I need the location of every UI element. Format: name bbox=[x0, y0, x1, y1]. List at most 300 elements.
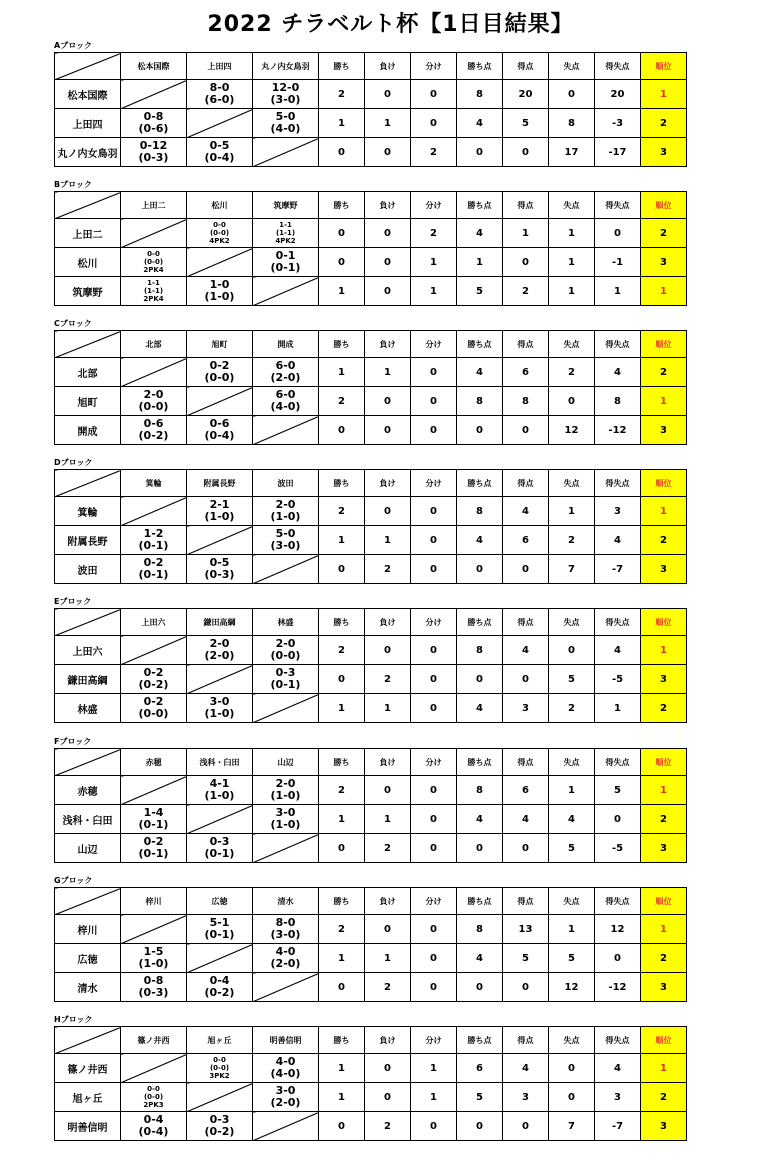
stat-value: 4 bbox=[457, 219, 503, 248]
cell-line: (0-2) bbox=[204, 1125, 235, 1138]
match-result bbox=[253, 1083, 319, 1112]
team-header: 北部 bbox=[121, 331, 187, 358]
cell-line: (0-1) bbox=[138, 818, 169, 831]
team-name: 箕輪 bbox=[55, 497, 121, 526]
cell-line: 0-5 bbox=[209, 139, 230, 152]
match-result bbox=[121, 665, 187, 694]
stat-value: 0 bbox=[411, 776, 457, 805]
match-result bbox=[253, 665, 319, 694]
cell-line: 2-0 bbox=[209, 637, 230, 650]
match-result bbox=[187, 555, 253, 584]
stat-header: 負け bbox=[365, 609, 411, 636]
match-result bbox=[121, 138, 187, 167]
rank-header: 順位 bbox=[641, 53, 687, 80]
rank-header: 順位 bbox=[641, 1027, 687, 1054]
stat-value: 1 bbox=[365, 109, 411, 138]
stat-value: 0 bbox=[411, 109, 457, 138]
stat-value: 7 bbox=[549, 555, 595, 584]
stat-header: 分け bbox=[411, 192, 457, 219]
stat-value: 0 bbox=[411, 636, 457, 665]
cell-line: 1-2 bbox=[143, 527, 164, 540]
rank-header: 順位 bbox=[641, 749, 687, 776]
block-table bbox=[54, 1026, 687, 1141]
cell-line: 2-1 bbox=[209, 498, 230, 511]
stat-header: 負け bbox=[365, 53, 411, 80]
cell-line: 0-8 bbox=[143, 110, 164, 123]
stat-value: 12 bbox=[549, 973, 595, 1002]
rank-header: 順位 bbox=[641, 331, 687, 358]
stat-value: 8 bbox=[595, 387, 641, 416]
cell-line: 0-2 bbox=[143, 666, 164, 679]
stat-header: 得点 bbox=[503, 749, 549, 776]
team-header: 旭ヶ丘 bbox=[187, 1027, 253, 1054]
stat-value: 1 bbox=[319, 1083, 365, 1112]
match-result bbox=[121, 416, 187, 445]
corner-cell bbox=[55, 749, 121, 776]
stat-value: 8 bbox=[457, 387, 503, 416]
stat-value: -7 bbox=[595, 1112, 641, 1141]
stat-header: 失点 bbox=[549, 1027, 595, 1054]
team-header: 広徳 bbox=[187, 888, 253, 915]
cell-line: 0-0 bbox=[147, 250, 160, 258]
cell-line: (0-0) bbox=[209, 1064, 230, 1072]
stat-value: 1 bbox=[549, 277, 595, 306]
match-result bbox=[253, 526, 319, 555]
team-name: 浅科・臼田 bbox=[55, 805, 121, 834]
stat-value: -12 bbox=[595, 416, 641, 445]
stat-value: 1 bbox=[319, 694, 365, 723]
cell-line: (3-0) bbox=[270, 928, 301, 941]
block-label: Gブロック bbox=[54, 876, 93, 885]
block-table bbox=[54, 52, 687, 167]
table-header-row bbox=[55, 888, 687, 915]
team-name: 開成 bbox=[55, 416, 121, 445]
match-result bbox=[253, 387, 319, 416]
stat-value: -5 bbox=[595, 665, 641, 694]
team-header: 波田 bbox=[253, 470, 319, 497]
cell-line: (4-0) bbox=[270, 400, 301, 413]
table-row bbox=[55, 915, 687, 944]
stat-value: 20 bbox=[595, 80, 641, 109]
team-name: 波田 bbox=[55, 555, 121, 584]
stat-value: 0 bbox=[457, 416, 503, 445]
stat-header: 得失点 bbox=[595, 609, 641, 636]
stat-value: 12 bbox=[549, 416, 595, 445]
team-name: 林盛 bbox=[55, 694, 121, 723]
stat-value: 2 bbox=[549, 694, 595, 723]
stat-header: 勝ち点 bbox=[457, 470, 503, 497]
stat-value: 0 bbox=[319, 248, 365, 277]
team-header: 旭町 bbox=[187, 331, 253, 358]
table-row bbox=[55, 776, 687, 805]
stat-value: 0 bbox=[411, 944, 457, 973]
stat-value: 0 bbox=[319, 665, 365, 694]
stat-value: 2 bbox=[411, 219, 457, 248]
stat-value: 0 bbox=[365, 138, 411, 167]
stat-value: 1 bbox=[365, 805, 411, 834]
stat-value: 4 bbox=[503, 497, 549, 526]
cell-line: 0-3 bbox=[275, 666, 296, 679]
stat-value: 0 bbox=[319, 138, 365, 167]
stat-value: 1 bbox=[503, 219, 549, 248]
block-table bbox=[54, 330, 687, 445]
stat-header: 勝ち点 bbox=[457, 609, 503, 636]
stat-value: 1 bbox=[549, 776, 595, 805]
stat-value: 1 bbox=[411, 277, 457, 306]
stat-value: 8 bbox=[457, 80, 503, 109]
cell-line: 0-0 bbox=[147, 1085, 160, 1093]
stat-value: 0 bbox=[411, 973, 457, 1002]
team-name: 梓川 bbox=[55, 915, 121, 944]
cell-line: 5-1 bbox=[209, 916, 230, 929]
stat-value: 8 bbox=[503, 387, 549, 416]
stat-value: 0 bbox=[549, 636, 595, 665]
stat-value: 0 bbox=[503, 665, 549, 694]
cell-line: 0-0 bbox=[213, 1056, 226, 1064]
stat-value: 0 bbox=[411, 80, 457, 109]
stat-header: 得失点 bbox=[595, 470, 641, 497]
cell-line: (0-1) bbox=[204, 847, 235, 860]
stat-header: 得失点 bbox=[595, 192, 641, 219]
stat-value: 0 bbox=[595, 805, 641, 834]
match-result bbox=[253, 80, 319, 109]
match-result bbox=[121, 973, 187, 1002]
stat-header: 得点 bbox=[503, 1027, 549, 1054]
cell-line: 2-0 bbox=[143, 388, 164, 401]
cell-line: 12-0 bbox=[271, 81, 300, 94]
team-name: 筑摩野 bbox=[55, 277, 121, 306]
cell-line: (0-1) bbox=[138, 539, 169, 552]
cell-line: (0-0) bbox=[209, 229, 230, 237]
self-match-cell bbox=[121, 915, 187, 944]
stat-value: 1 bbox=[595, 277, 641, 306]
cell-line: (0-2) bbox=[204, 986, 235, 999]
stat-value: 17 bbox=[549, 138, 595, 167]
rank-value: 1 bbox=[641, 497, 687, 526]
stat-value: 0 bbox=[503, 555, 549, 584]
table-row bbox=[55, 358, 687, 387]
rank-value: 1 bbox=[641, 387, 687, 416]
stat-value: 0 bbox=[319, 219, 365, 248]
team-header: 浅科・臼田 bbox=[187, 749, 253, 776]
self-match-cell bbox=[121, 219, 187, 248]
team-header: 鎌田高綱 bbox=[187, 609, 253, 636]
table-row bbox=[55, 555, 687, 584]
stat-value: 3 bbox=[503, 694, 549, 723]
cell-line: (4-0) bbox=[270, 122, 301, 135]
stat-header: 得失点 bbox=[595, 1027, 641, 1054]
cell-line: 4-1 bbox=[209, 777, 230, 790]
self-match-cell bbox=[187, 248, 253, 277]
table-row bbox=[55, 805, 687, 834]
stat-header: 失点 bbox=[549, 609, 595, 636]
stat-header: 分け bbox=[411, 1027, 457, 1054]
cell-line: 3PK2 bbox=[209, 1072, 230, 1080]
corner-cell bbox=[55, 1027, 121, 1054]
stat-header: 負け bbox=[365, 192, 411, 219]
cell-line: (0-2) bbox=[138, 429, 169, 442]
stat-value: 5 bbox=[595, 776, 641, 805]
self-match-cell bbox=[253, 834, 319, 863]
stat-value: 1 bbox=[319, 277, 365, 306]
cell-line: 2PK4 bbox=[143, 266, 164, 274]
cell-line: (0-3) bbox=[204, 568, 235, 581]
rank-value: 1 bbox=[641, 915, 687, 944]
team-header: 山辺 bbox=[253, 749, 319, 776]
stat-value: 0 bbox=[319, 834, 365, 863]
team-name: 山辺 bbox=[55, 834, 121, 863]
cell-line: 3-0 bbox=[275, 806, 296, 819]
team-name: 丸ノ内女鳥羽 bbox=[55, 138, 121, 167]
table-header-row bbox=[55, 1027, 687, 1054]
team-header: 附属長野 bbox=[187, 470, 253, 497]
table-row bbox=[55, 80, 687, 109]
stat-value: 4 bbox=[457, 805, 503, 834]
stat-value: 1 bbox=[319, 805, 365, 834]
stat-value: 0 bbox=[595, 219, 641, 248]
stat-value: 6 bbox=[457, 1054, 503, 1083]
match-result bbox=[187, 416, 253, 445]
table-row bbox=[55, 219, 687, 248]
stat-value: 0 bbox=[595, 944, 641, 973]
cell-line: (1-0) bbox=[204, 707, 235, 720]
stat-header: 勝ち点 bbox=[457, 888, 503, 915]
stat-value: 0 bbox=[365, 248, 411, 277]
stat-value: 4 bbox=[595, 636, 641, 665]
rank-value: 2 bbox=[641, 1083, 687, 1112]
team-name: 附属長野 bbox=[55, 526, 121, 555]
stat-value: 0 bbox=[319, 555, 365, 584]
stat-header: 失点 bbox=[549, 470, 595, 497]
cell-line: 0-0 bbox=[213, 221, 226, 229]
stat-value: 0 bbox=[411, 915, 457, 944]
block-label: Hブロック bbox=[54, 1015, 93, 1024]
stat-value: 3 bbox=[595, 497, 641, 526]
stat-header: 得点 bbox=[503, 192, 549, 219]
stat-value: 0 bbox=[457, 834, 503, 863]
stat-value: 0 bbox=[319, 973, 365, 1002]
cell-line: 4-0 bbox=[275, 945, 296, 958]
stat-header: 負け bbox=[365, 749, 411, 776]
table-row bbox=[55, 138, 687, 167]
rank-value: 1 bbox=[641, 80, 687, 109]
stat-value: 1 bbox=[549, 915, 595, 944]
match-result bbox=[187, 1112, 253, 1141]
page-title: 2022 チラベルト杯【1日目結果】 bbox=[207, 12, 574, 37]
stat-value: 2 bbox=[365, 834, 411, 863]
rank-value: 3 bbox=[641, 248, 687, 277]
cell-line: 3-0 bbox=[275, 1084, 296, 1097]
stat-value: 1 bbox=[549, 219, 595, 248]
rank-value: 2 bbox=[641, 694, 687, 723]
stat-value: 3 bbox=[595, 1083, 641, 1112]
stat-value: 1 bbox=[549, 248, 595, 277]
stat-value: 0 bbox=[503, 973, 549, 1002]
stat-value: 0 bbox=[365, 416, 411, 445]
self-match-cell bbox=[187, 387, 253, 416]
stat-value: 1 bbox=[365, 944, 411, 973]
self-match-cell bbox=[187, 526, 253, 555]
stat-header: 勝ち点 bbox=[457, 53, 503, 80]
stat-value: 5 bbox=[503, 944, 549, 973]
match-result bbox=[187, 834, 253, 863]
match-result bbox=[121, 387, 187, 416]
self-match-cell bbox=[253, 1112, 319, 1141]
stat-header: 失点 bbox=[549, 53, 595, 80]
stat-value: 0 bbox=[365, 219, 411, 248]
stat-value: 0 bbox=[457, 665, 503, 694]
table-row bbox=[55, 636, 687, 665]
match-result bbox=[253, 358, 319, 387]
stat-value: 0 bbox=[365, 497, 411, 526]
stat-value: 0 bbox=[365, 387, 411, 416]
cell-line: (0-4) bbox=[204, 429, 235, 442]
rank-value: 2 bbox=[641, 944, 687, 973]
cell-line: 0-6 bbox=[209, 417, 230, 430]
cell-line: (0-2) bbox=[138, 678, 169, 691]
match-result bbox=[121, 834, 187, 863]
self-match-cell bbox=[253, 973, 319, 1002]
cell-line: (0-1) bbox=[270, 261, 301, 274]
self-match-cell bbox=[253, 416, 319, 445]
self-match-cell bbox=[253, 555, 319, 584]
table-row bbox=[55, 665, 687, 694]
stat-value: 1 bbox=[319, 358, 365, 387]
stat-value: 6 bbox=[503, 526, 549, 555]
match-result bbox=[187, 497, 253, 526]
stat-value: 0 bbox=[503, 248, 549, 277]
stat-value: 0 bbox=[549, 387, 595, 416]
cell-line: (1-1) bbox=[143, 287, 164, 295]
team-header: 開成 bbox=[253, 331, 319, 358]
cell-line: (0-0) bbox=[138, 400, 169, 413]
block-table bbox=[54, 608, 687, 723]
cell-line: (0-0) bbox=[138, 707, 169, 720]
stat-value: -12 bbox=[595, 973, 641, 1002]
cell-line: (0-0) bbox=[143, 1093, 164, 1101]
stat-header: 勝ち bbox=[319, 609, 365, 636]
stat-value: 0 bbox=[411, 694, 457, 723]
table-header-row bbox=[55, 470, 687, 497]
block-label: Cブロック bbox=[54, 319, 92, 328]
match-result bbox=[121, 277, 187, 306]
stat-value: 4 bbox=[595, 358, 641, 387]
rank-value: 3 bbox=[641, 416, 687, 445]
cell-line: (1-1) bbox=[275, 229, 296, 237]
self-match-cell bbox=[121, 497, 187, 526]
stat-value: 1 bbox=[457, 248, 503, 277]
stat-header: 得失点 bbox=[595, 53, 641, 80]
cell-line: 0-4 bbox=[209, 974, 230, 987]
cell-line: (1-0) bbox=[204, 789, 235, 802]
stat-value: 0 bbox=[549, 80, 595, 109]
table-row bbox=[55, 387, 687, 416]
self-match-cell bbox=[187, 944, 253, 973]
block-table bbox=[54, 469, 687, 584]
stat-value: 0 bbox=[365, 277, 411, 306]
team-header: 上田二 bbox=[121, 192, 187, 219]
rank-header: 順位 bbox=[641, 888, 687, 915]
self-match-cell bbox=[121, 358, 187, 387]
stat-value: 5 bbox=[549, 665, 595, 694]
rank-header: 順位 bbox=[641, 192, 687, 219]
stat-value: 0 bbox=[411, 387, 457, 416]
table-row bbox=[55, 1112, 687, 1141]
cell-line: 8-0 bbox=[275, 916, 296, 929]
stat-value: 0 bbox=[457, 1112, 503, 1141]
match-result bbox=[121, 944, 187, 973]
stat-value: 0 bbox=[411, 526, 457, 555]
cell-line: (4-0) bbox=[270, 1067, 301, 1080]
stat-value: 5 bbox=[503, 109, 549, 138]
stat-value: 0 bbox=[549, 1083, 595, 1112]
rank-value: 3 bbox=[641, 138, 687, 167]
self-match-cell bbox=[253, 277, 319, 306]
table-header-row bbox=[55, 749, 687, 776]
stat-value: 2 bbox=[365, 665, 411, 694]
cell-line: 1-0 bbox=[209, 278, 230, 291]
cell-line: 3-0 bbox=[209, 695, 230, 708]
stat-value: 7 bbox=[549, 1112, 595, 1141]
rank-value: 2 bbox=[641, 358, 687, 387]
team-name: 上田四 bbox=[55, 109, 121, 138]
stat-header: 得失点 bbox=[595, 331, 641, 358]
table-header-row bbox=[55, 609, 687, 636]
cell-line: 4PK2 bbox=[275, 237, 296, 245]
cell-line: (1-0) bbox=[270, 818, 301, 831]
stat-value: 4 bbox=[457, 109, 503, 138]
stat-header: 分け bbox=[411, 53, 457, 80]
rank-value: 1 bbox=[641, 1054, 687, 1083]
team-header: 上田四 bbox=[187, 53, 253, 80]
match-result bbox=[121, 248, 187, 277]
stat-value: 4 bbox=[503, 805, 549, 834]
rank-value: 2 bbox=[641, 219, 687, 248]
table-row bbox=[55, 973, 687, 1002]
team-header: 筑摩野 bbox=[253, 192, 319, 219]
stat-header: 得失点 bbox=[595, 749, 641, 776]
stat-value: 1 bbox=[319, 109, 365, 138]
match-result bbox=[187, 219, 253, 248]
stat-header: 失点 bbox=[549, 192, 595, 219]
stat-value: 1 bbox=[595, 694, 641, 723]
cell-line: 1-4 bbox=[143, 806, 164, 819]
cell-line: (1-0) bbox=[270, 510, 301, 523]
stat-value: 0 bbox=[319, 1112, 365, 1141]
team-name: 鎌田高綱 bbox=[55, 665, 121, 694]
rank-value: 3 bbox=[641, 665, 687, 694]
stat-header: 分け bbox=[411, 331, 457, 358]
stat-header: 得点 bbox=[503, 331, 549, 358]
team-name: 赤穂 bbox=[55, 776, 121, 805]
self-match-cell bbox=[253, 138, 319, 167]
corner-cell bbox=[55, 331, 121, 358]
team-header: 赤穂 bbox=[121, 749, 187, 776]
match-result bbox=[121, 1083, 187, 1112]
stat-value: 5 bbox=[457, 1083, 503, 1112]
stat-value: 0 bbox=[411, 555, 457, 584]
stat-value: 0 bbox=[503, 138, 549, 167]
table-row bbox=[55, 526, 687, 555]
cell-line: (2-0) bbox=[270, 371, 301, 384]
rank-value: 3 bbox=[641, 973, 687, 1002]
stat-header: 勝ち点 bbox=[457, 192, 503, 219]
table-header-row bbox=[55, 192, 687, 219]
stat-value: 2 bbox=[549, 358, 595, 387]
stat-value: 8 bbox=[457, 497, 503, 526]
table-row bbox=[55, 109, 687, 138]
cell-line: 0-2 bbox=[209, 359, 230, 372]
